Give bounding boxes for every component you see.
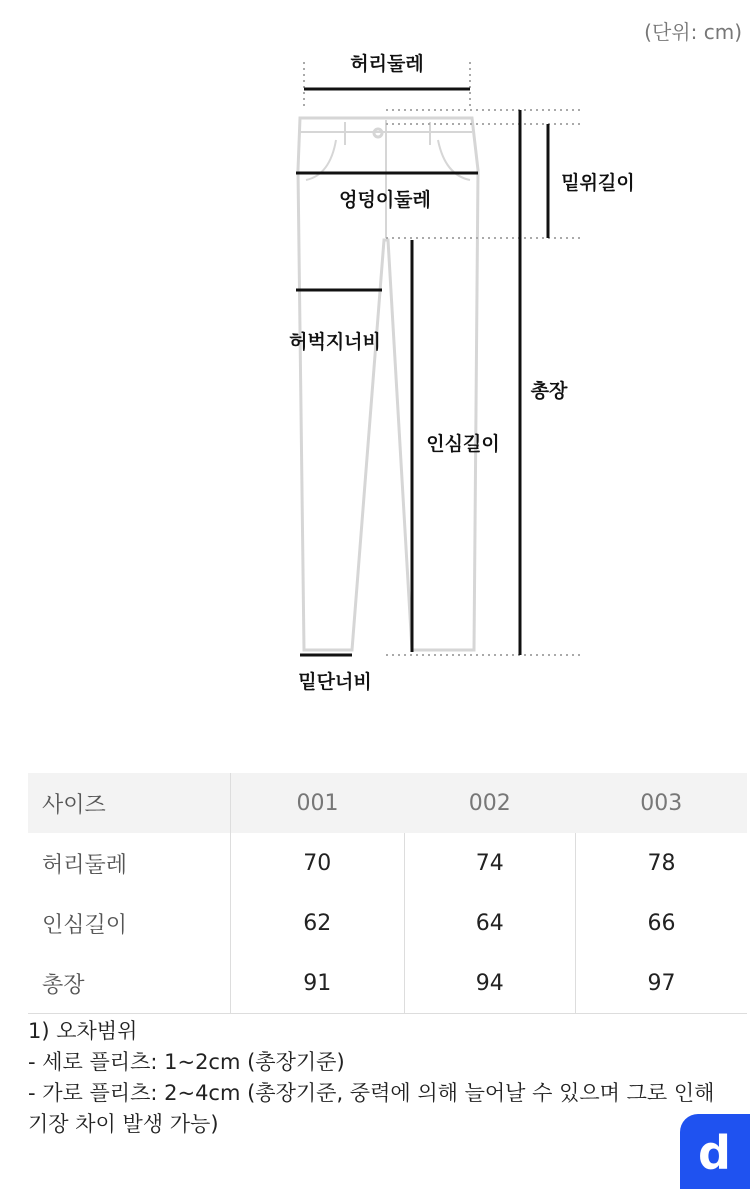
label-hip: 엉덩이둘레 [339,189,431,211]
row-label: 인심길이 [42,912,128,938]
row-label: 허리둘레 [42,852,128,878]
note-line: - 가로 플리츠: 2~4cm (총장기준, 중력에 의해 늘어날 수 있으며 그로 인해 [28,1081,715,1105]
label-inseam: 인심길이 [426,433,500,455]
row-label: 총장 [28,953,231,1014]
note-line: 1) 오차범위 [28,1019,138,1043]
header-003: 003 [640,790,683,816]
label-rise: 밑위길이 [561,172,635,194]
cell-value: 64 [404,893,575,953]
size-table [28,773,747,1014]
cell-value: 94 [404,953,575,1014]
cell-value: 74 [404,833,575,893]
label-thigh: 허벅지너비 [289,331,381,353]
note-line: 기장 차이 발생 가능) [28,1112,219,1136]
table-row [28,893,747,953]
cell-value: 70 [231,833,405,893]
app-badge-icon[interactable] [680,1114,750,1189]
cell-value: 91 [231,953,405,1014]
header-size: 사이즈 [42,792,106,818]
tolerance-notes [28,1016,714,1140]
badge-letter: d [698,1126,731,1180]
cell-value: 62 [231,893,405,953]
header-002: 002 [468,790,511,816]
cell-value: 97 [576,953,748,1014]
header-001: 001 [231,773,405,833]
table-row [28,833,747,893]
size-table-header [28,773,747,833]
label-total-length: 총장 [530,380,568,402]
label-waist: 허리둘레 [350,53,424,75]
table-row [28,953,747,1014]
note-line: - 세로 플리츠: 1~2cm (총장기준) [28,1050,345,1074]
unit-note: (단위: cm) [644,20,742,44]
measure-lines [296,89,548,655]
guide-lines [304,62,580,655]
label-hem: 밑단너비 [298,671,372,693]
cell-value: 66 [576,893,748,953]
cell-value: 78 [576,833,748,893]
